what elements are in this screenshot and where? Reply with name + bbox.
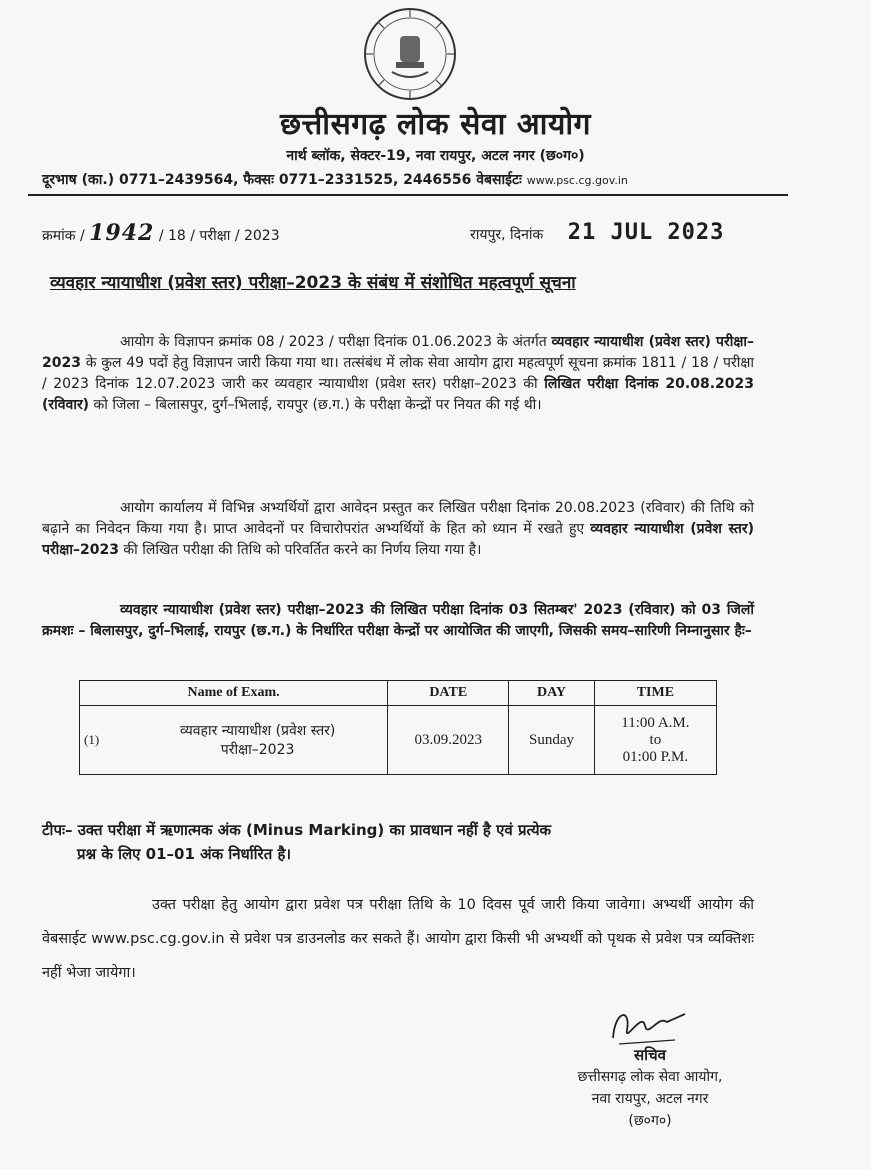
note-minus-marking: टीपः– उक्त परीक्षा में ऋणात्मक अंक (Minus Marking) का प्रावधान नहीं है एवं प्रत्येक प्रश्न के लिए 01–01 अंक निर्धारित है। <box>42 821 552 863</box>
paragraph-2: आयोग कार्यालय में विभिन्न अभ्यर्थियों द्वारा आवेदन प्रस्तुत कर लिखित परीक्षा दिनांक 20.08.2023 (रविवार) की तिथि को बढ़ाने का निवेदन किया गया है। प्राप्त आवेदनों पर विचारोपरांत अभ्यर्थियों के हित को ध्यान में रखते हुए व्यवहार न्यायाधीश (प्रवेश स्तर) परीक्षा–2023 की लिखित परीक्षा की तिथि को परिवर्तित करने का निर्णय लिया गया है। <box>42 500 754 558</box>
notice-subject: व्यवहार न्यायाधीश (प्रवेश स्तर) परीक्षा–2023 के संबंध में संशोधित महत्वपूर्ण सूचना <box>50 273 576 293</box>
signatory-block: सचिव छत्तीसगढ़ लोक सेवा आयोग, नवा रायपुर, अटल नगर (छ०ग०) <box>520 1044 780 1132</box>
paragraph-1: आयोग के विज्ञापन क्रमांक 08 / 2023 / परीक्षा दिनांक 01.06.2023 के अंतर्गत व्यवहार न्यायाधीश (प्रवेश स्तर) परीक्षा–2023 के कुल 49 पदों हेतु विज्ञापन जारी किया गया था। तत्संबंध में लोक सेवा आयोग द्वारा महत्वपूर्ण सूचना क्रमांक 1811 / 18 / परीक्षा / 2023 दिनांक 12.07.2023 जारी कर व्यवहार न्यायाधीश (प्रवेश स्तर) परीक्षा–2023 की लिखित परीक्षा दिनांक 20.08.2023 (रविवार) को जिला – बिलासपुर, दुर्ग–भिलाई, रायपुर (छ.ग.) के परीक्षा केन्द्रों पर नियत की गई थी। <box>42 334 754 413</box>
header-time: TIME <box>594 681 716 706</box>
date-label: रायपुर, दिनांक <box>470 227 544 243</box>
issue-date <box>470 220 724 245</box>
row-number: (1) <box>80 706 129 775</box>
header-day: DAY <box>509 681 594 706</box>
handwritten-ref-number: 1942 <box>89 220 155 246</box>
website-link[interactable]: www.psc.cg.gov.in <box>526 174 628 187</box>
closing-paragraph: उक्त परीक्षा हेतु आयोग द्वारा प्रवेश पत्र परीक्षा तिथि के 10 दिवस पूर्व जारी किया जावेगा। अभ्यर्थी आयोग की वेबसाईट www.psc.cg.gov.in से प्रवेश पत्र डाउनलोड कर सकते हैं। आयोग द्वारा किसी भी अभ्यर्थी को पृथक से प्रवेश पत्र व्यक्तिशः नहीं भेजा जायेगा। <box>42 897 754 981</box>
exam-schedule-table <box>79 680 717 775</box>
organization-address: नार्थ ब्लॉक, सेक्टर-19, नवा रायपुर, अटल नगर (छ०ग०) <box>286 148 585 164</box>
header-date: DATE <box>388 681 509 706</box>
paragraph-3: व्यवहार न्यायाधीश (प्रवेश स्तर) परीक्षा–2023 की लिखित परीक्षा दिनांक 03 सितम्बर' 2023 (रविवार) को 03 जिलों क्रमशः – बिलासपुर, दुर्ग–भिलाई, रायपुर (छ.ग.) के निर्धारित परीक्षा केन्द्रों पर आयोजित की जाएगी, जिसकी समय–सारिणी निम्नानुसार हैः– <box>42 602 754 639</box>
table-row <box>80 706 717 775</box>
exam-time-cell: 11:00 A.M. to 01:00 P.M. <box>594 706 716 775</box>
date-stamp: 21 JUL 2023 <box>567 220 725 245</box>
table-header-row <box>80 681 717 706</box>
organization-title: छत्तीसगढ़ लोक सेवा आयोग <box>279 107 592 142</box>
signature-icon <box>605 1000 695 1050</box>
government-seal-icon <box>362 6 458 102</box>
signatory-title: सचिव <box>634 1046 666 1064</box>
contact-numbers: दूरभाष (का.) 0771–2439564, फैक्सः 0771–2331525, 2446556 वेबसाईटः <box>42 172 522 188</box>
header-divider <box>28 194 788 196</box>
exam-day-cell: Sunday <box>509 706 594 775</box>
reference-number: क्रमांक / 1942 / 18 / परीक्षा / 2023 <box>42 220 280 246</box>
exam-name-cell: व्यवहार न्यायाधीश (प्रवेश स्तर) परीक्षा–2023 <box>128 706 388 775</box>
exam-date-cell: 03.09.2023 <box>388 706 509 775</box>
contact-line <box>42 170 628 189</box>
header-exam-name: Name of Exam. <box>80 681 388 706</box>
